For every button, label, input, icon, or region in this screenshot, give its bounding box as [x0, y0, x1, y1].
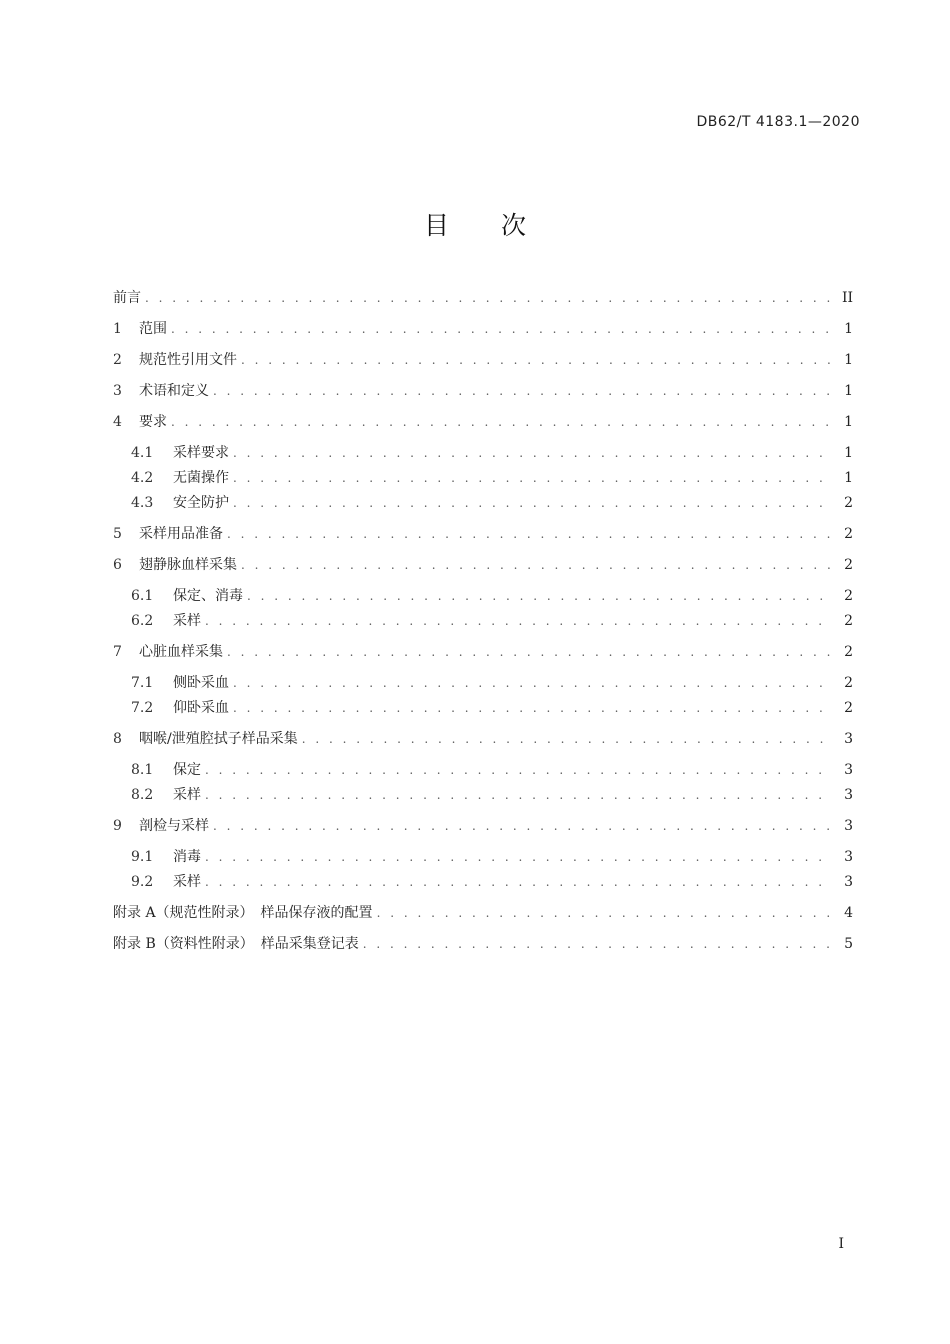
toc-entry[interactable] — [113, 522, 853, 547]
toc-entry-page: 3 — [844, 818, 853, 834]
toc-entry-page: II — [841, 290, 853, 306]
toc-entry[interactable] — [113, 553, 853, 578]
toc-entry[interactable] — [113, 696, 853, 721]
toc-entry[interactable] — [113, 348, 853, 373]
toc-entry-label: 仰卧采血 — [173, 700, 229, 716]
toc-entry-page: 3 — [844, 874, 853, 890]
toc-entry-number: 8.2 — [131, 787, 154, 803]
toc-entry[interactable] — [113, 901, 853, 926]
toc-dot-leader — [363, 932, 833, 957]
toc-entry-label: 保定 — [173, 762, 201, 778]
toc-dot-leader — [302, 727, 833, 752]
toc-entry-label: 消毒 — [173, 849, 201, 865]
toc-dot-leader — [145, 286, 833, 311]
toc-entry-number: 9.1 — [131, 849, 154, 865]
toc-entry[interactable] — [113, 410, 853, 435]
toc-entry-number: 4.3 — [131, 495, 154, 511]
toc-entry-label: 采样要求 — [173, 445, 229, 461]
toc-entry-label: 无菌操作 — [173, 470, 229, 486]
toc-entry-page: 2 — [844, 557, 853, 573]
toc-entry[interactable] — [113, 584, 853, 609]
toc-entry-number: 7.1 — [131, 675, 154, 691]
toc-entry-number: 1 — [113, 321, 122, 337]
toc-dot-leader — [241, 348, 833, 373]
toc-dot-leader — [247, 584, 833, 609]
toc-entry[interactable] — [113, 870, 853, 895]
toc-dot-leader — [171, 317, 833, 342]
toc-dot-leader — [233, 441, 833, 466]
toc-entry-page: 3 — [844, 849, 853, 865]
toc-entry-number: 6.1 — [131, 588, 154, 604]
toc-dot-leader — [171, 410, 833, 435]
toc-entry-label: 保定、消毒 — [173, 588, 243, 604]
toc-entry[interactable] — [113, 845, 853, 870]
toc-entry-number: 4.1 — [131, 445, 154, 461]
toc-entry[interactable] — [113, 814, 853, 839]
toc-entry-label: 采样 — [173, 787, 201, 803]
toc-entry[interactable] — [113, 783, 853, 808]
toc-entry-number: 7 — [113, 644, 122, 660]
toc-entry[interactable] — [113, 671, 853, 696]
toc-entry-page: 3 — [844, 762, 853, 778]
toc-entry-label: 前言 — [113, 290, 141, 306]
toc-entry-label: 附录 B（资料性附录） 样品采集登记表 — [113, 936, 359, 952]
toc-entry-page: 5 — [844, 936, 853, 952]
toc-entry-label: 附录 A（规范性附录） 样品保存液的配置 — [113, 905, 373, 921]
toc-dot-leader — [205, 845, 833, 870]
toc-entry-page: 1 — [844, 445, 853, 461]
toc-entry-label: 心脏血样采集 — [139, 644, 223, 660]
toc-entry-label: 侧卧采血 — [173, 675, 229, 691]
page-title: 目次 — [423, 211, 578, 240]
toc-entry[interactable] — [113, 609, 853, 634]
toc-dot-leader — [205, 609, 833, 634]
toc-entry-number: 8 — [113, 731, 122, 747]
toc-entry[interactable] — [113, 491, 853, 516]
toc-entry[interactable] — [113, 466, 853, 491]
toc-entry-page: 4 — [844, 905, 853, 921]
toc-entry-label: 范围 — [139, 321, 167, 337]
toc-entry-page: 1 — [844, 352, 853, 368]
toc-dot-leader — [205, 758, 833, 783]
toc-entry-number: 4 — [113, 414, 122, 430]
toc-entry-number: 4.2 — [131, 470, 154, 486]
toc-entry-page: 2 — [844, 644, 853, 660]
toc-dot-leader — [213, 814, 833, 839]
toc-entry-number: 8.1 — [131, 762, 154, 778]
toc-dot-leader — [233, 671, 833, 696]
toc-entry[interactable] — [113, 379, 853, 404]
toc-entry-number: 3 — [113, 383, 122, 399]
document-code: DB62/T 4183.1—2020 — [696, 114, 860, 130]
toc-dot-leader — [205, 783, 833, 808]
toc-entry-label: 咽喉/泄殖腔拭子样品采集 — [139, 731, 298, 747]
toc-entry-page: 2 — [844, 613, 853, 629]
toc-entry[interactable] — [113, 441, 853, 466]
toc-entry-page: 3 — [844, 787, 853, 803]
toc-entry[interactable] — [113, 317, 853, 342]
toc-entry-number: 7.2 — [131, 700, 154, 716]
toc-entry-page: 2 — [844, 675, 853, 691]
toc-entry-label: 安全防护 — [173, 495, 229, 511]
toc-entry-page: 2 — [844, 495, 853, 511]
toc-entry-label: 采样用品准备 — [139, 526, 223, 542]
table-of-contents — [113, 286, 853, 957]
toc-entry-page: 1 — [844, 383, 853, 399]
toc-entry-page: 1 — [844, 470, 853, 486]
toc-entry[interactable] — [113, 758, 853, 783]
toc-dot-leader — [213, 379, 833, 404]
toc-entry-number: 5 — [113, 526, 122, 542]
toc-entry-number: 6.2 — [131, 613, 154, 629]
toc-dot-leader — [233, 491, 833, 516]
toc-entry-label: 采样 — [173, 613, 201, 629]
toc-entry-page: 2 — [844, 700, 853, 716]
toc-entry-label: 要求 — [139, 414, 167, 430]
toc-entry-number: 9 — [113, 818, 122, 834]
toc-entry-number: 6 — [113, 557, 122, 573]
toc-entry[interactable] — [113, 932, 853, 957]
toc-entry-page: 2 — [844, 588, 853, 604]
toc-entry-page: 2 — [844, 526, 853, 542]
toc-entry-page: 3 — [844, 731, 853, 747]
toc-entry-label: 规范性引用文件 — [139, 352, 237, 368]
toc-entry[interactable] — [113, 286, 853, 311]
toc-dot-leader — [233, 696, 833, 721]
toc-dot-leader — [377, 901, 833, 926]
toc-entry[interactable] — [113, 640, 853, 665]
toc-dot-leader — [233, 466, 833, 491]
toc-entry-label: 术语和定义 — [139, 383, 209, 399]
toc-entry[interactable] — [113, 727, 853, 752]
toc-entry-number: 9.2 — [131, 874, 154, 890]
toc-entry-number: 2 — [113, 352, 122, 368]
toc-entry-label: 采样 — [173, 874, 201, 890]
toc-dot-leader — [241, 553, 833, 578]
page-number: I — [838, 1236, 844, 1252]
toc-dot-leader — [227, 522, 833, 547]
toc-dot-leader — [227, 640, 833, 665]
toc-entry-label: 剖检与采样 — [139, 818, 209, 834]
toc-entry-label: 翅静脉血样采集 — [139, 557, 237, 573]
toc-entry-page: 1 — [844, 321, 853, 337]
toc-entry-page: 1 — [844, 414, 853, 430]
toc-dot-leader — [205, 870, 833, 895]
